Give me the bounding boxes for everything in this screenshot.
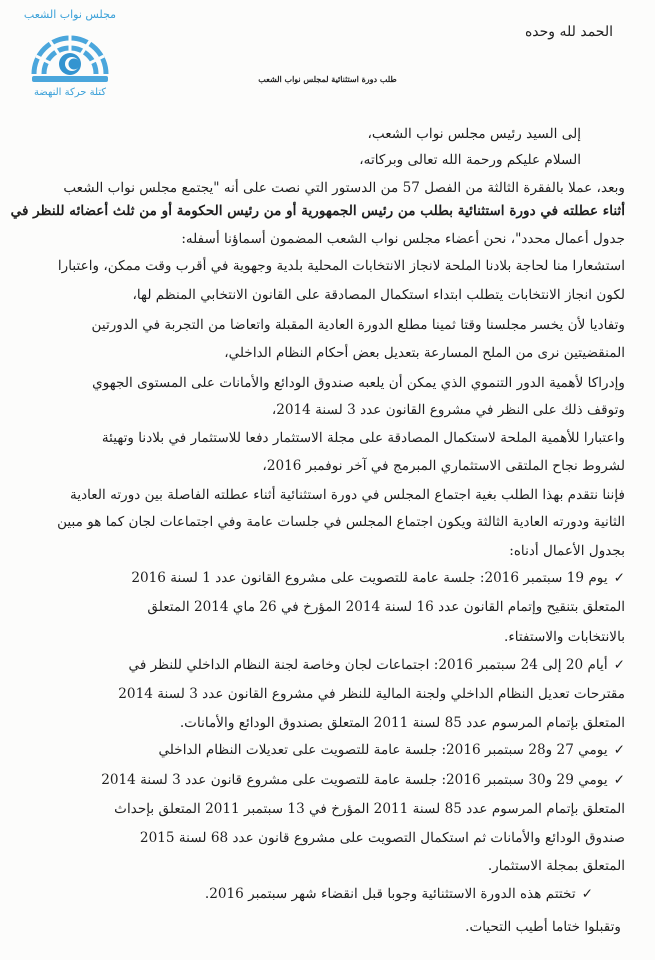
agenda-text: أيام 20 إلى 24 سبتمبر 2016: اجتماعات لجان وخاصة لجنة النظام الداخلي للنظر في xyxy=(128,657,608,673)
reason-line-7: واعتبارا للأهمية الملحة لاستكمال المصادقة على مجلة الاستثمار دفعا للاستثمار في بلادنا وتهيئة xyxy=(101,430,625,446)
agenda-item xyxy=(129,657,625,673)
logo-top-text: مجلس نواب الشعب xyxy=(23,8,117,21)
reason-line-4: المنقضيتين نرى من الملح المسارعة بتعديل بعض أحكام النظام الداخلي، xyxy=(224,345,625,361)
agenda-text: يومي 27 و28 سبتمبر 2016: جلسة عامة للتصويت على تعديلات النظام الداخلي xyxy=(158,742,608,758)
intro-line-1: وبعد، عملا بالفقرة الثالثة من الفصل 57 من الدستور التي نصت على أنه "يجتمع مجلس نواب الشعب xyxy=(63,180,625,196)
agenda-item-continuation: المتعلق بتنقيح وإتمام القانون عدد 16 لسنة 2014 المؤرخ في 26 ماي 2014 المتعلق xyxy=(147,599,625,615)
agenda-item-continuation: المتعلق بمجلة الاستثمار. xyxy=(487,858,625,874)
salaam-line: السلام عليكم ورحمة الله تعالى وبركاته، xyxy=(359,152,581,168)
reason-line-9: فإننا نتقدم بهذا الطلب بغية اجتماع المجلس في دورة استثنائية أثناء عطلته الفاصلة بين دورته العادية xyxy=(70,487,625,503)
agenda-item-continuation: المتعلق بإتمام المرسوم عدد 85 لسنة 2011 المتعلق بصندوق الودائع والأمانات. xyxy=(179,715,625,731)
reason-line-2: لكون انجاز الانتخابات يتطلب ابتداء استكمال المصادقة على القانون الانتخابي المنظم لها، xyxy=(132,287,625,303)
check-icon: ✓ xyxy=(613,570,625,586)
agenda-item xyxy=(158,742,625,758)
agenda-text: تختتم هذه الدورة الاستثنائية وجوبا قبل انقضاء شهر سبتمبر 2016. xyxy=(204,886,576,902)
addressee-line: إلى السيد رئيس مجلس نواب الشعب، xyxy=(367,126,581,142)
agenda-item-continuation: المتعلق بإتمام المرسوم عدد 85 لسنة 2011 المؤرخ في 13 سبتمبر 2011 المتعلق بإحداث xyxy=(114,801,625,817)
reason-line-1: استشعارا منا لحاجة بلادنا الملحة لانجاز الانتخابات المحلية بلدية وجهوية في أقرب وقت ممكن، واعتبارا xyxy=(57,258,625,274)
agenda-item-continuation: مقترحات تعديل النظام الداخلي ولجنة المالية للنظر في مشروع القانون عدد 3 لسنة 2014 xyxy=(118,686,625,702)
agenda-text: يومي 29 و30 سبتمبر 2016: جلسة عامة للتصويت على مشروع قانون عدد 3 لسنة 2014 xyxy=(101,772,608,788)
reason-line-3: وتفاديا لأن يخسر مجلسنا وقتا ثمينا مطلع الدورة العادية المقبلة واتعاضا من التجربة في الدورتين xyxy=(91,317,625,333)
reason-line-10: الثانية ودورته العادية الثالثة ويكون اجتماع المجلس في جلسات عامة وفي اجتماعات لجان كما هو مبين xyxy=(57,514,625,530)
reason-line-5: وإدراكا لأهمية الدور التنموي الذي يمكن أن يلعبه صندوق الودائع والأمانات على المستوى الجهوي xyxy=(92,375,625,391)
check-icon: ✓ xyxy=(581,886,593,902)
opening-praise: الحمد لله وحده xyxy=(524,24,613,40)
check-icon: ✓ xyxy=(613,742,625,758)
intro-line-2: أثناء عطلته في دورة استثنائية بطلب من رئيس الجمهورية أو من رئيس الحكومة أو من ثلث أعضائه للنظر في xyxy=(10,203,625,219)
agenda-item xyxy=(101,772,625,788)
check-icon: ✓ xyxy=(613,772,625,788)
agenda-item xyxy=(131,570,625,586)
reason-line-6: وتوقف ذلك على النظر في مشروع القانون عدد 3 لسنة 2014، xyxy=(271,402,625,418)
reason-line-8: لشروط نجاح الملتقى الاستثماري المبرمج في آخر نوفمبر 2016، xyxy=(262,458,625,474)
logo-bottom-text: كتلة حركة النهضة xyxy=(33,87,107,98)
closing-line: وتقبلوا ختاما أطيب التحيات. xyxy=(465,919,621,935)
document-title: طلب دورة استثنائية لمجلس نواب الشعب xyxy=(258,74,397,84)
agenda-item-continuation: بالانتخابات والاستفتاء. xyxy=(504,629,625,645)
agenda-item-continuation: صندوق الودائع والأمانات ثم استكمال التصويت على مشروع قانون عدد 68 لسنة 2015 xyxy=(139,830,625,846)
agenda-item xyxy=(205,886,593,902)
parliament-logo xyxy=(16,8,124,100)
check-icon: ✓ xyxy=(613,657,625,673)
reason-line-11: بجدول الأعمال أدناه: xyxy=(509,543,625,559)
agenda-text: يوم 19 سبتمبر 2016: جلسة عامة للتصويت على مشروع القانون عدد 1 لسنة 2016 xyxy=(131,570,608,586)
intro-line-3: جدول أعمال محدد"، نحن أعضاء مجلس نواب الشعب المضمون أسماؤنا أسفله: xyxy=(181,231,625,247)
